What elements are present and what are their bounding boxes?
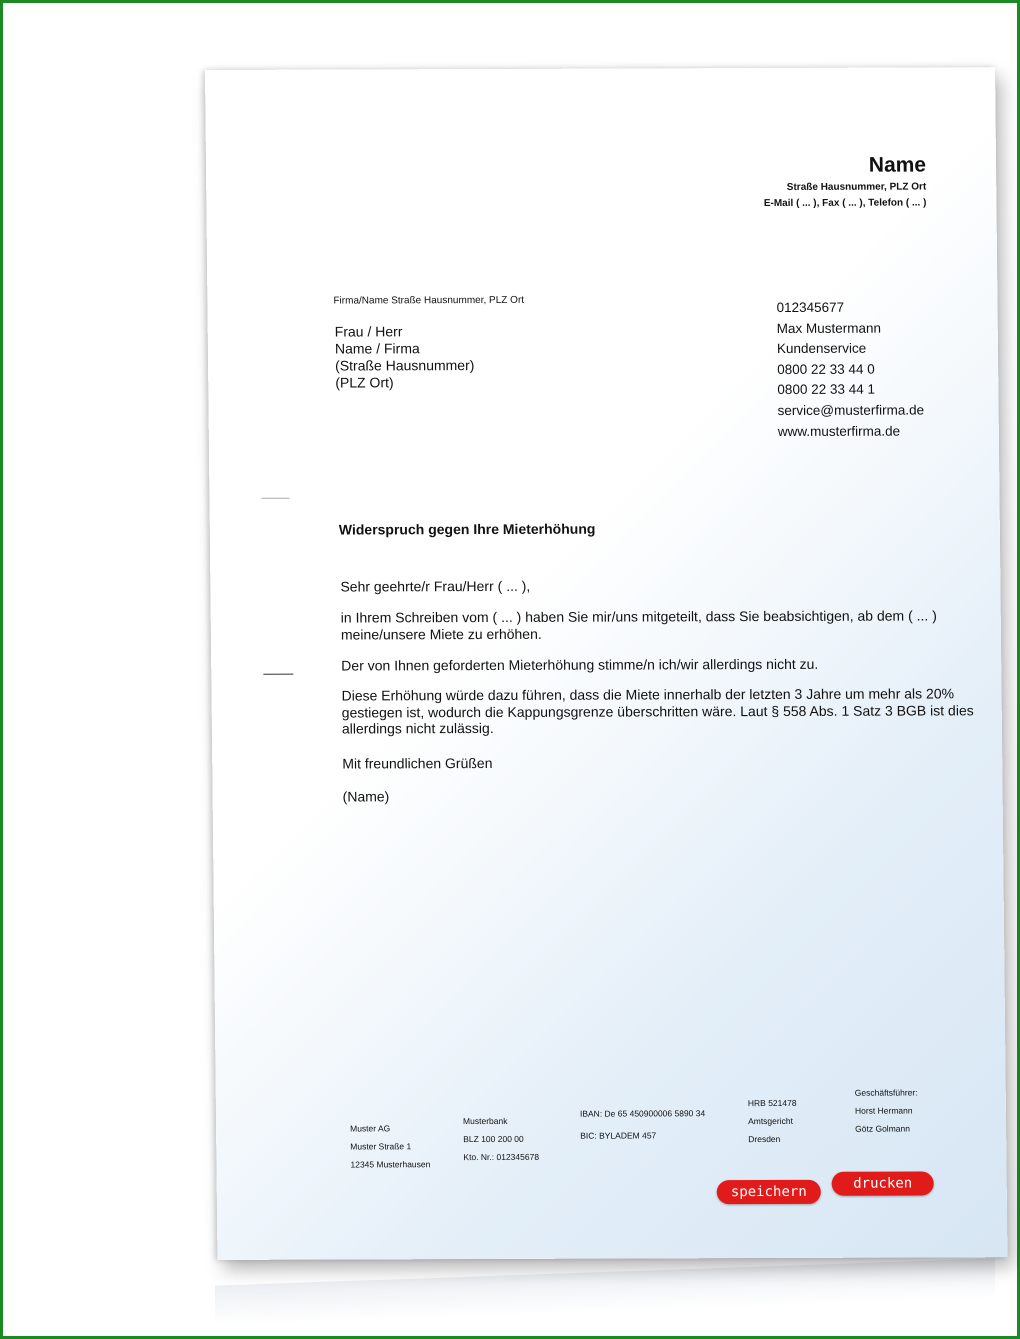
paragraph-3: [341, 685, 973, 737]
footer-line: BLZ 100 200 00: [463, 1133, 524, 1145]
paragraph-line: Diese Erhöhung würde dazu führen, dass die Miete innerhalb der letzten 3 Jahre um mehr als 20%: [341, 685, 955, 704]
footer-management: [855, 1083, 918, 1137]
contact-line: 0800 22 33 44 1: [777, 382, 876, 398]
recipient-address: [335, 323, 475, 391]
footer-line: 12345 Musterhausen: [350, 1159, 431, 1170]
footer-bank: [463, 1112, 539, 1166]
footer-line: Geschäftsführer:: [854, 1087, 918, 1098]
sender-contact: E-Mail ( ... ), Fax ( ... ), Telefon ( ... ): [763, 197, 927, 210]
contact-line: Kundenservice: [776, 340, 867, 357]
footer-line: Musterbank: [462, 1115, 508, 1127]
paragraph-line: meine/unsere Miete zu erhöhen.: [340, 625, 542, 643]
salutation: Sehr geehrte/r Frau/Herr ( ... ),: [340, 577, 531, 595]
footer-register: [748, 1094, 797, 1148]
fold-mark-middle: [263, 674, 293, 675]
footer-line: HRB 521478: [747, 1097, 797, 1109]
footer-line: Horst Hermann: [854, 1105, 913, 1116]
recipient-line: (PLZ Ort): [335, 374, 394, 391]
contact-website: www.musterfirma.de: [777, 423, 901, 439]
contact-line: 0800 22 33 44 0: [777, 361, 875, 377]
save-button[interactable]: speichern: [717, 1180, 821, 1204]
footer-line: Dresden: [748, 1133, 781, 1145]
letter-subject: Widerspruch gegen Ihre Mieterhöhung: [338, 520, 596, 538]
sender-address: Straße Hausnummer, PLZ Ort: [786, 181, 927, 193]
footer-line: IBAN: De 65 450900006 5890 34: [579, 1108, 706, 1119]
print-button[interactable]: drucken: [832, 1171, 934, 1195]
footer-line: Amtsgericht: [747, 1115, 793, 1127]
page-reflection: [215, 1258, 995, 1325]
closing: Mit freundlichen Grüßen: [342, 754, 493, 772]
recipient-line: Frau / Herr: [334, 323, 403, 340]
contact-block: [776, 297, 924, 442]
recipient-line: Name / Firma: [334, 340, 420, 357]
paragraph-line: allerdings nicht zulässig.: [341, 719, 494, 737]
paragraph-1: [341, 607, 937, 642]
letter-page: [205, 67, 1007, 1260]
footer-iban: [580, 1102, 706, 1146]
contact-email: service@musterfirma.de: [777, 402, 925, 418]
footer-line: BIC: BYLADEM 457: [580, 1130, 657, 1141]
sender-name: Name: [868, 153, 927, 177]
recipient-line: (Straße Hausnummer): [335, 357, 475, 374]
footer-line: Muster AG: [350, 1123, 391, 1134]
footer-line: Muster Straße 1: [350, 1141, 412, 1152]
footer-company: [350, 1119, 430, 1173]
paragraph-line: in Ihrem Schreiben vom ( ... ) haben Sie mir/uns mitgeteilt, dass Sie beabsichtigen, ab dem ( ... ): [340, 607, 937, 626]
contact-line: Max Mustermann: [776, 320, 882, 336]
footer-line: Götz Golmann: [855, 1123, 910, 1134]
fold-mark-top: [261, 498, 289, 499]
paragraph-line: gestiegen ist, wodurch die Kappungsgrenze überschritten wäre. Laut § 558 Abs. 1 Satz 3 BGB ist dies: [341, 701, 974, 721]
contact-line: 012345677: [776, 299, 845, 316]
paragraph-2: Der von Ihnen geforderten Mieterhöhung stimme/n ich/wir allerdings nicht zu.: [341, 655, 819, 674]
footer-line: Kto. Nr.: 012345678: [463, 1151, 540, 1163]
signature-name: (Name): [342, 788, 390, 805]
return-address: Firma/Name Straße Hausnummer, PLZ Ort: [333, 294, 525, 307]
